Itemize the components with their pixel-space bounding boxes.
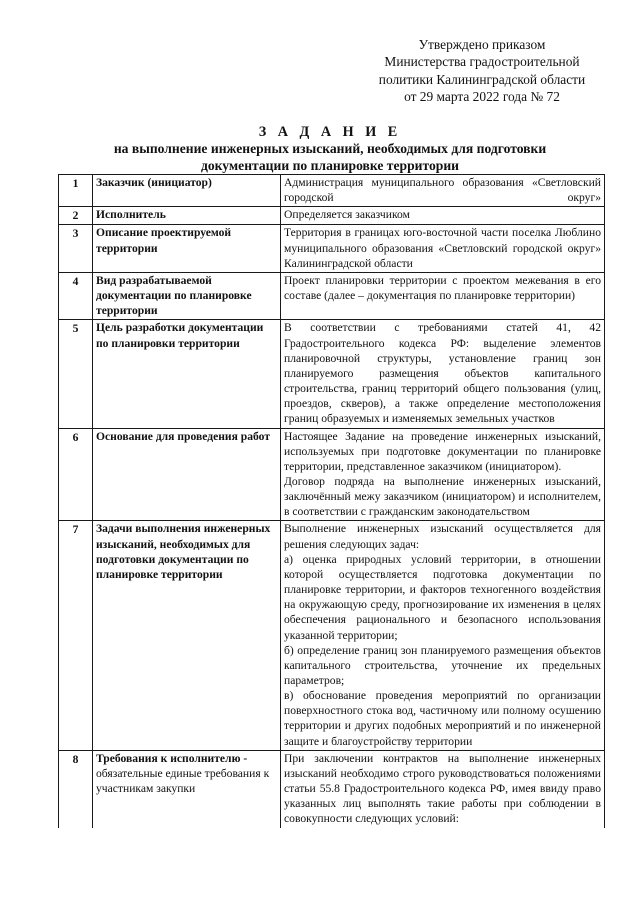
title-subheading-1: на выполнение инженерных изысканий, необходимых для подготовки — [113, 141, 547, 156]
row-value: В соответствии с требованиями статей 41, 42 Градостроительного кодекса РФ: выделение элементов планировочной структуры, установление границ зон планируемого размещения объектов капитального строительства, границ территорий общего пользования (улиц, проездов, скверов), а также определение местоположения границ образуемых и изменяемых земельных участков — [281, 320, 605, 428]
row-number: 5 — [59, 320, 93, 428]
approval-line: Министерства градостроительной — [384, 54, 580, 70]
table-row — [59, 521, 605, 750]
row-label: Требования к исполнителю - — [96, 751, 248, 765]
row-label-cell — [93, 750, 281, 827]
row-value: Настоящее Задание на проведение инженерных изысканий, используемых при подготовке документации по планировке территории, представленное заказчиком (инициатором). — [284, 429, 601, 473]
row-value: Администрация муниципального образования «Светловский городской округ» — [281, 175, 605, 207]
approval-line: от 29 марта 2022 года № 72 — [404, 89, 560, 105]
table-row — [59, 225, 605, 272]
approval-block — [352, 36, 612, 106]
row-number: 6 — [59, 428, 93, 521]
table-row — [59, 207, 605, 225]
row-value: Выполнение инженерных изысканий осуществляется для решения следующих задач: — [284, 522, 601, 551]
row-number: 7 — [59, 521, 93, 750]
row-value: Территория в границах юго-восточной части поселка Люблино муниципального образования «Светловский городской округ» Калининградской области — [281, 225, 605, 272]
row-value: Определяется заказчиком — [281, 207, 605, 225]
row-value-cell — [281, 428, 605, 521]
row-value-paragraph: Договор подряда на выполнение инженерных изысканий, заключённый межу заказчиком (инициатором) и исполнителем, в соответствии с гражданским законодательством — [284, 474, 601, 519]
row-label: Основание для проведения работ — [93, 428, 281, 521]
row-value-paragraph: б) определение границ зон планируемого размещения объектов капитального строительства, уточнение их предельных параметров; — [284, 643, 601, 687]
row-value: Проект планировки территории с проектом межевания в его составе (далее – документация по планировке территории) — [281, 272, 605, 319]
approval-line: политики Калининградской области — [378, 71, 586, 87]
row-label: Вид разрабатываемой документации по планировке территории — [93, 272, 281, 319]
row-value-paragraph: в) обоснование проведения мероприятий по организации поверхностного стока вод, частичному или полному осушению территории и других подобных мероприятий и по инженерной защите и благоустройству территории — [284, 689, 601, 748]
task-table — [58, 174, 605, 828]
approval-line: Утверждено приказом — [418, 37, 546, 52]
document-title — [60, 124, 600, 174]
row-value-paragraph: а) оценка природных условий территории, в отношении которой осуществляется подготовка документации по планировке территории, и факторов техногенного воздействия на окружающую среду, прогнозирование их изменения в целях обеспечения рационального и безопасного использования указанной территории; — [284, 552, 601, 642]
row-label: Цель разработки документации по планировки территории — [93, 320, 281, 428]
row-number: 8 — [59, 750, 93, 827]
row-label: Заказчик (инициатор) — [93, 175, 281, 207]
row-label-extra: обязательные единые требования к участникам закупки — [96, 766, 270, 796]
row-value: При заключении контрактов на выполнение инженерных изысканий необходимо строго руководствоваться положениями статьи 55.8 Градостроительного кодекса РФ, имея ввиду право указанных лиц выполнять такие работы при соблюдении в совокупности следующих условий: — [281, 750, 605, 827]
table-row — [59, 272, 605, 319]
table-row — [59, 320, 605, 428]
row-number: 1 — [59, 175, 93, 207]
row-number: 2 — [59, 207, 93, 225]
row-number: 4 — [59, 272, 93, 319]
table-row — [59, 428, 605, 521]
row-value-cell — [281, 521, 605, 750]
row-label: Исполнитель — [93, 207, 281, 225]
table-row — [59, 750, 605, 827]
row-label: Описание проектируемой территории — [93, 225, 281, 272]
row-label: Задачи выполнения инженерных изысканий, необходимых для подготовки документации по планировке территории — [93, 521, 281, 750]
title-heading: З А Д А Н И Е — [258, 124, 402, 140]
title-subheading-2: документации по планировке территории — [200, 157, 459, 173]
table-row — [59, 175, 605, 207]
row-number: 3 — [59, 225, 93, 272]
